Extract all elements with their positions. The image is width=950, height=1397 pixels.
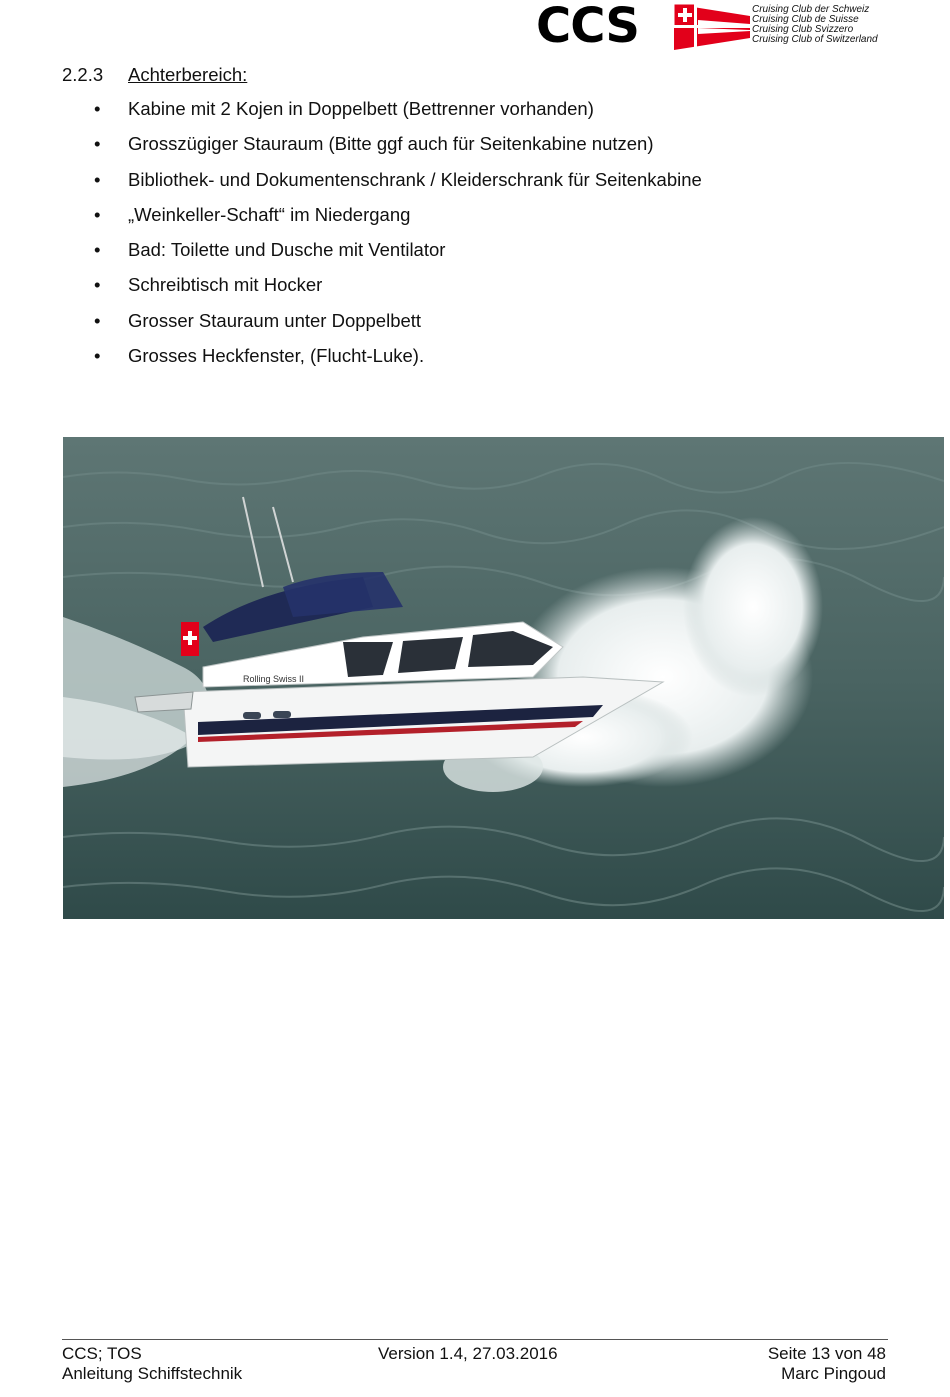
list-item-text: Grosses Heckfenster, (Flucht-Luke).: [128, 345, 425, 367]
bullet-icon: •: [94, 239, 101, 261]
bullet-icon: •: [94, 203, 101, 225]
bullet-icon: •: [94, 98, 101, 119]
list-item: [62, 310, 702, 345]
bullet-icon: •: [94, 309, 101, 331]
list-item-text: Grosser Stauraum unter Doppelbett: [128, 309, 422, 331]
logo-line: Cruising Club of Switzerland: [752, 34, 878, 45]
list-item: [62, 133, 702, 168]
section-heading: [62, 64, 247, 86]
footer-document-title: Anleitung Schiffstechnik: [62, 1364, 243, 1383]
list-item-text: Grosszügiger Stauraum (Bitte ggf auch für Seitenkabine nutzen): [128, 133, 654, 155]
logo-line: Cruising Club de Suisse: [752, 14, 859, 25]
footer-version: Version 1.4, 27.03.2016: [378, 1344, 558, 1363]
bullet-icon: •: [94, 133, 101, 155]
logo-wordmark: CCS: [536, 0, 639, 54]
logo-line: Cruising Club der Schweiz: [752, 4, 870, 15]
footer-author: Marc Pingoud: [781, 1364, 886, 1383]
list-item-text: Bad: Toilette und Dusche mit Ventilator: [128, 239, 446, 261]
bullet-icon: •: [94, 345, 101, 367]
ccs-logo: [536, 0, 888, 54]
list-item-text: Bibliothek- und Dokumentenschrank / Kleiderschrank für Seitenkabine: [128, 168, 702, 190]
boat-photo: [63, 437, 944, 919]
boat-illustration: [63, 437, 944, 919]
list-item: [62, 274, 702, 309]
feature-list: [62, 98, 702, 380]
bullet-icon: •: [94, 274, 101, 296]
swiss-ensign-icon: [674, 4, 750, 50]
logo-club-names: [752, 5, 878, 45]
logo-line: Cruising Club Svizzero: [752, 24, 854, 35]
footer-divider: [62, 1339, 888, 1340]
list-item: [62, 239, 702, 274]
footer-org: CCS; TOS: [62, 1344, 142, 1363]
section-number: 2.2.3: [62, 64, 104, 85]
list-item-text: Kabine mit 2 Kojen in Doppelbett (Bettrenner vorhanden): [128, 98, 594, 119]
list-item-text: Schreibtisch mit Hocker: [128, 274, 323, 296]
footer-page-number: Seite 13 von 48: [767, 1344, 886, 1363]
list-item: [62, 204, 702, 239]
bullet-icon: •: [94, 168, 101, 190]
list-item: [62, 345, 702, 380]
boat-name: Rolling Swiss II: [243, 674, 305, 684]
list-item: [62, 169, 702, 204]
list-item-text: „Weinkeller-Schaft“ im Niedergang: [128, 203, 411, 225]
list-item: [62, 98, 702, 133]
section-title: Achterbereich:: [128, 64, 248, 85]
